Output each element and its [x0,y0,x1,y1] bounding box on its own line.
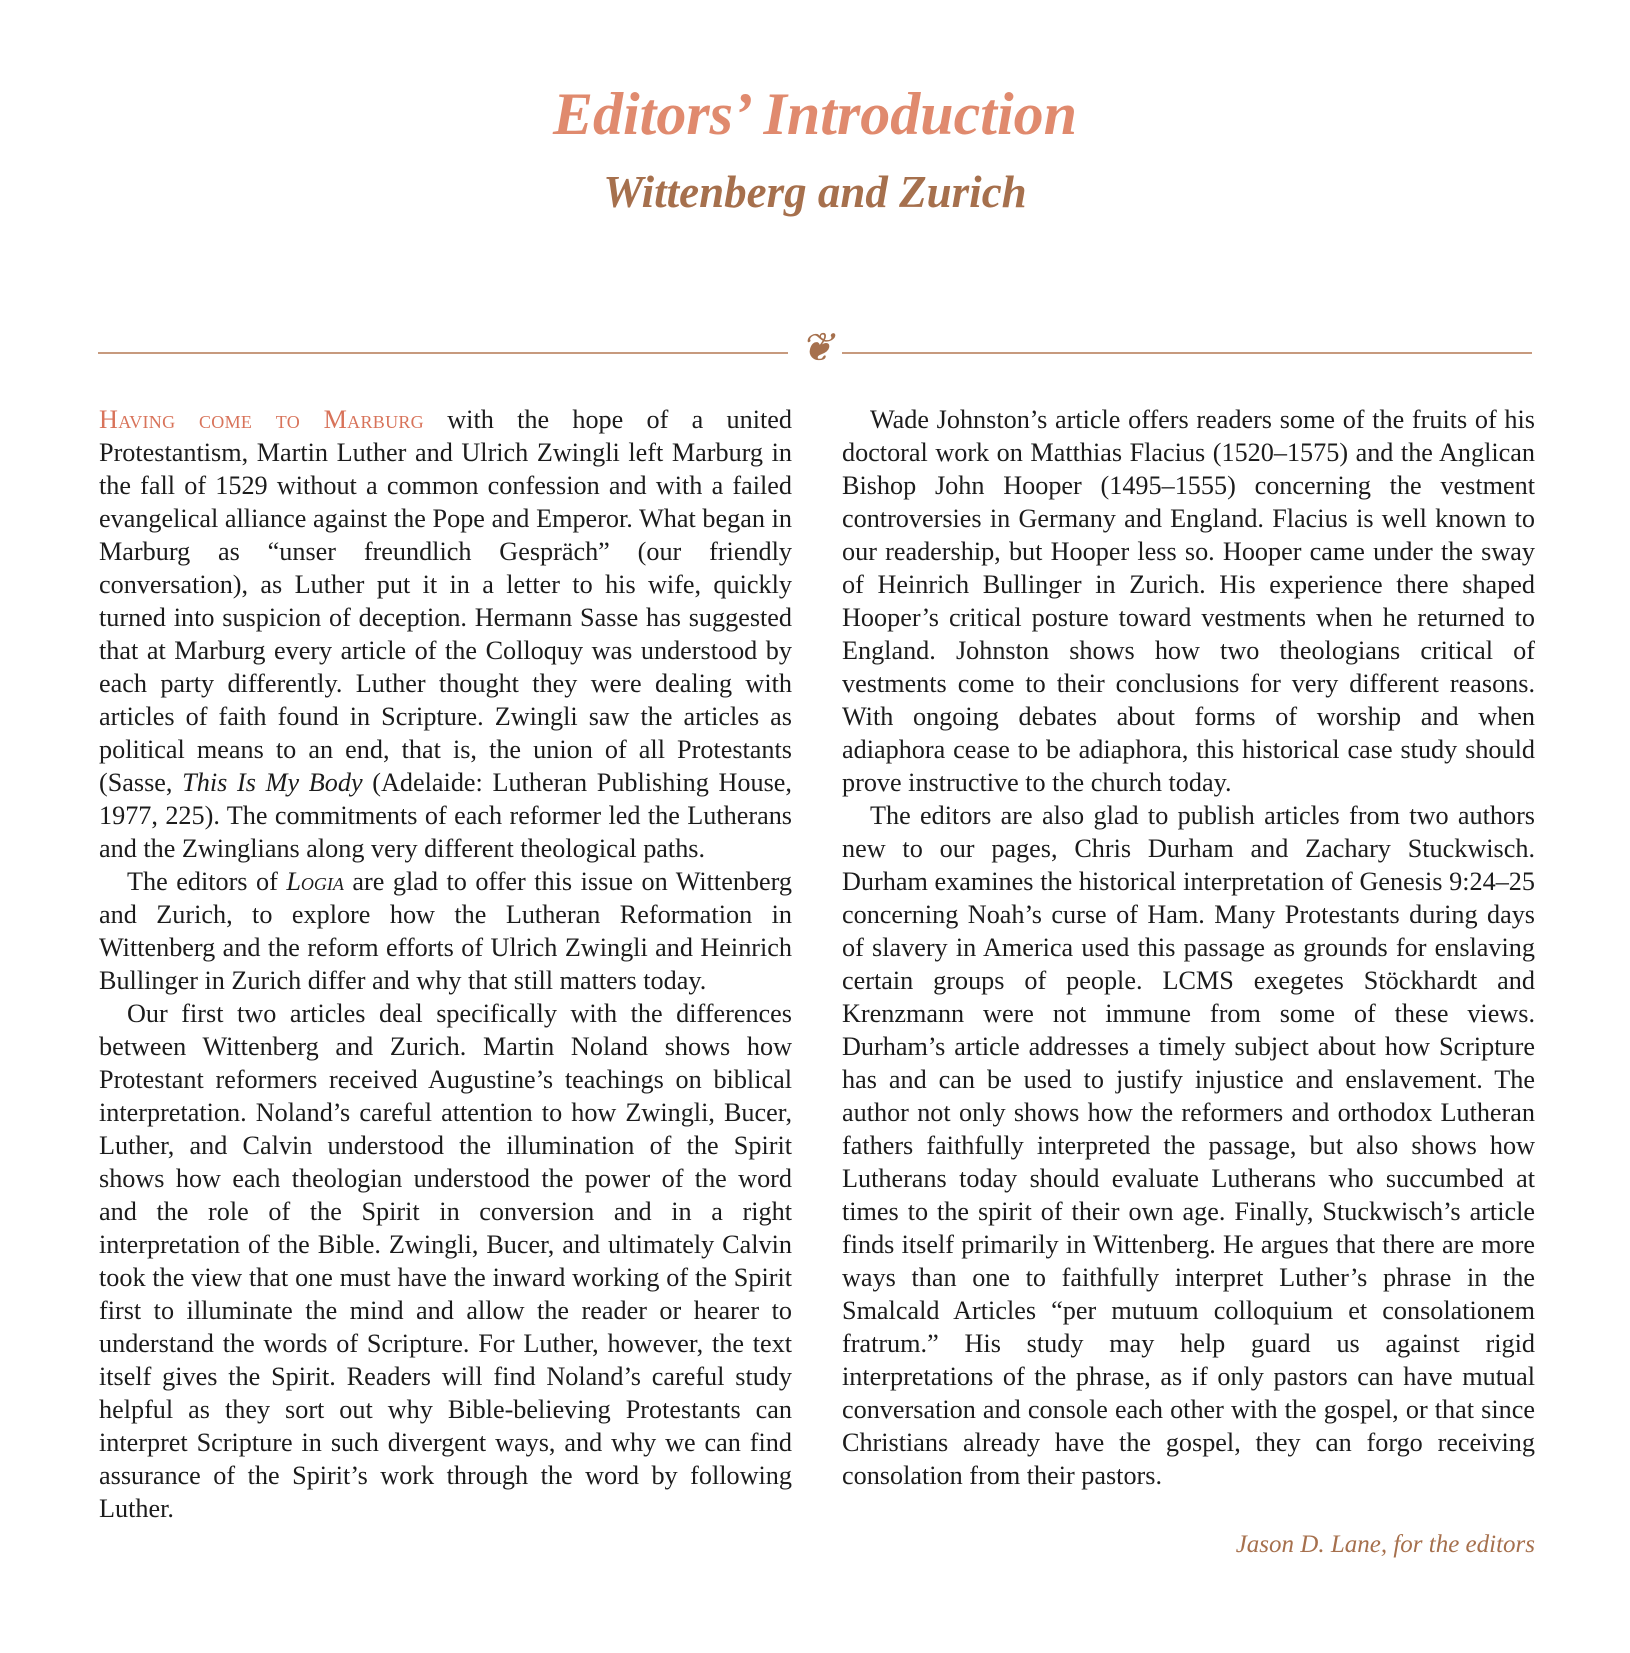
paragraph-text: are glad to offer this issue on Wittenberg and Zurich, to explore how the Lutheran Reformation in Wittenberg and the reform efforts of Ulrich Zwingli and Heinrich Bullinger in Zurich differ and why that still matters today. [99,867,792,995]
paragraph-3: Our first two articles deal specifically with the differences between Wittenberg and Zurich. Martin Noland shows how Protestant reformers received Augustine’s teachings on biblical interpretation. Noland’s careful attention to how Zwingli, Bucer, Luther, and Calvin understood the illumination of the Spirit shows how each theologian understood the power of the word and the role of the Spirit in conversion and in a right interpretation of the Bible. Zwingli, Bucer, and ultimately Calvin took the view that one must have the inward working of the Spirit first to illuminate the mind and allow the reader or hearer to understand the words of Scripture. For Luther, however, the text itself gives the Spirit. Readers will find Noland’s careful study helpful as they sort out why Bible-believing Protestants can interpret Scripture in such divergent ways, and why we can find assurance of the Spirit’s work through the word by following Luther. [99,999,792,1523]
paragraph-2 [99,865,792,997]
journal-title: Logia [286,867,344,896]
paragraph-4: Wade Johnston’s article offers readers some of the fruits of his doctoral work on Matthias Flacius (1520–1575) and the Anglican Bishop John Hooper (1495–1555) concerning the vestment controversies in Germany and England. Flacius is well known to our readership, but Hooper less so. Hooper came under the sway of Heinrich Bullinger in Zurich. His experience there shaped Hooper’s critical posture toward vestments when he returned to England. Johnston shows how two theologians critical of vestments come to their conclusions for very different reasons. With ongoing debates about forms of worship and when adiaphora cease to be adiaphora, this historical case study should prove instructive to the church today. [842,405,1535,797]
paragraph-text: (Adelaide: Lutheran Publishing House, 1977, 225). The commitments of each reformer led the Lutherans and the Zwinglians along very different theological paths. [99,768,792,863]
book-title: This Is My Body [182,768,363,797]
paragraph-text: with the hope of a united Protestantism, Martin Luther and Ulrich Zwingli left Marburg in the fall of 1529 without a common confession and with a failed evangelical alliance against the Pope and Emperor. What began in Marburg as “unser freundlich Gespräch” (our friendly conversation), as Luther put it in a letter to his wife, quickly turned into suspicion of deception. Hermann Sasse has suggested that at Marburg every article of the Colloquy was understood by each party differently. Luther thought they were dealing with articles of faith found in Scripture. Zwingli saw the articles as political means to an end, that is, the union of all Protestants (Sasse, [99,405,792,797]
right-column [842,403,1535,1492]
divider-right [842,352,1532,354]
paragraph-1 [99,403,792,865]
paragraph-text: The editors of [127,867,287,896]
signature: Jason D. Lane, for the editors [1235,1531,1535,1558]
left-column [99,403,792,1525]
fleuron-icon: ❦ [800,325,834,370]
paragraph-5: The editors are also glad to publish articles from two authors new to our pages, Chris Durham and Zachary Stuckwisch. Durham examines the historical interpretation of Genesis 9:24–25 concerning Noah’s curse of Ham. Many Protestants during days of slavery in America used this passage as grounds for enslaving certain groups of people. LCMS exegetes Stöckhardt and Krenzmann were not immune from some of these views. Durham’s article addresses a timely subject about how Scripture has and can be used to justify injustice and enslavement. The author not only shows how the reformers and orthodox Lutheran fathers faithfully interpreted the passage, but also shows how Lutherans today should evaluate Lutherans who succumbed at times to the spirit of their own age. Finally, Stuckwisch’s article finds itself primarily in Wittenberg. He argues that there are more ways than one to faithfully interpret Luther’s phrase in the Smalcald Articles “per mutuum colloquium et consolationem fratrum.” His study may help guard us against rigid interpretations of the phrase, as if only pastors can have mutual conversation and console each other with the gospel, or that since Christians already have the gospel, they can forgo receiving consolation from their pastors. [842,801,1535,1490]
page-title: Editors’ Introduction [552,81,1078,147]
lead-in: Having come to Marburg [99,405,424,434]
divider-left [98,352,788,354]
page-subtitle: Wittenberg and Zurich [603,167,1027,217]
